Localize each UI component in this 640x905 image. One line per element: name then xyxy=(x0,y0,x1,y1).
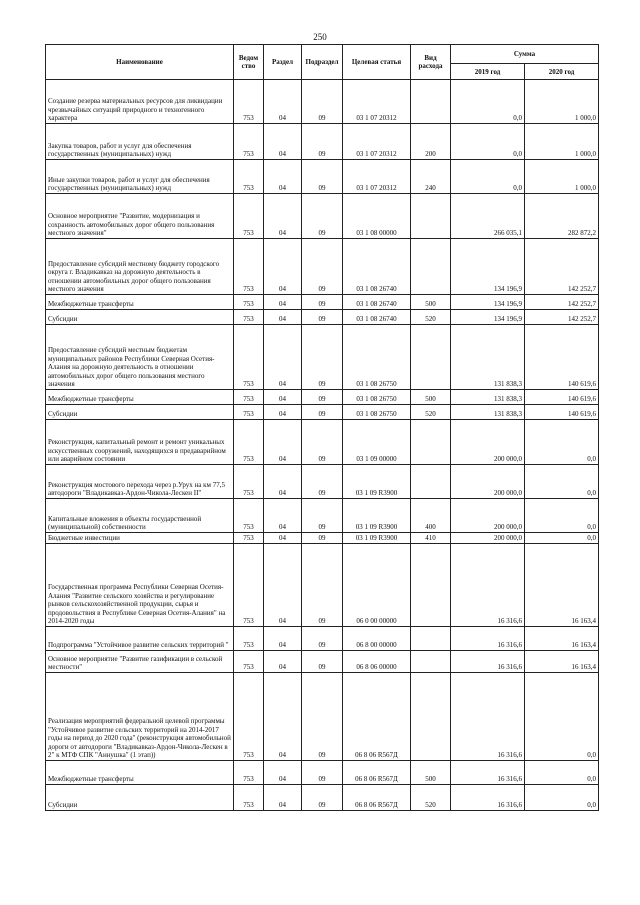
cell-razdel: 04 xyxy=(264,405,302,420)
cell-razdel: 04 xyxy=(264,310,302,325)
cell-target: 06 8 06 R567Д xyxy=(343,761,411,785)
table-row xyxy=(46,325,599,390)
cell-name: Реконструкция, капитальный ремонт и ремонт уникальных искусственных сооружений, находящихся в предаварийном или аварийном состоянии xyxy=(46,420,234,465)
cell-y2019: 0,0 xyxy=(451,80,525,124)
cell-vid: 500 xyxy=(411,295,451,310)
cell-razdel: 04 xyxy=(264,124,302,160)
cell-target: 03 1 08 26750 xyxy=(343,325,411,390)
cell-podrazdel: 09 xyxy=(302,785,343,811)
header-target: Целевая статья xyxy=(343,45,411,80)
header-razdel: Раздел xyxy=(264,45,302,80)
cell-podrazdel: 09 xyxy=(302,239,343,295)
cell-name: Субсидии xyxy=(46,785,234,811)
cell-razdel: 04 xyxy=(264,465,302,499)
cell-y2019: 134 196,9 xyxy=(451,239,525,295)
cell-vid: 500 xyxy=(411,761,451,785)
cell-vid: 400 xyxy=(411,499,451,533)
cell-y2020: 0,0 xyxy=(525,465,599,499)
cell-podrazdel: 09 xyxy=(302,194,343,239)
cell-ved: 753 xyxy=(234,80,264,124)
cell-ved: 753 xyxy=(234,673,264,761)
cell-target: 03 1 09 R3900 xyxy=(343,499,411,533)
cell-target: 03 1 08 26750 xyxy=(343,390,411,405)
cell-ved: 753 xyxy=(234,761,264,785)
cell-podrazdel: 09 xyxy=(302,761,343,785)
cell-razdel: 04 xyxy=(264,544,302,627)
cell-name: Межбюджетные трансферты xyxy=(46,295,234,310)
cell-target: 03 1 09 00000 xyxy=(343,420,411,465)
table-row xyxy=(46,295,599,310)
page-number: 250 xyxy=(313,32,327,42)
table-row xyxy=(46,785,599,811)
cell-vid xyxy=(411,80,451,124)
cell-y2020: 0,0 xyxy=(525,533,599,544)
header-ved: Ведом ство xyxy=(234,45,264,80)
cell-y2020: 140 619,6 xyxy=(525,405,599,420)
table-row xyxy=(46,544,599,627)
cell-ved: 753 xyxy=(234,420,264,465)
cell-y2020: 0,0 xyxy=(525,785,599,811)
cell-podrazdel: 09 xyxy=(302,465,343,499)
cell-y2020: 1 000,0 xyxy=(525,124,599,160)
cell-podrazdel: 09 xyxy=(302,420,343,465)
cell-name: Бюджетные инвестиции xyxy=(46,533,234,544)
cell-name: Реализация мероприятий федеральной целевой программы "Устойчивое развитие сельских территорий на 2014-2017 годы на период до 2020 года" (реконструкция автомобильной дороги от автодороги "Владикавказ-Ардон-Чикола-Лескен в 2" к МТФ СПК "Аннушка" (1 этап)) xyxy=(46,673,234,761)
cell-razdel: 04 xyxy=(264,673,302,761)
cell-target: 03 1 07 20312 xyxy=(343,160,411,194)
cell-target: 06 8 06 R567Д xyxy=(343,673,411,761)
cell-vid: 500 xyxy=(411,390,451,405)
header-vid: Вид расхода xyxy=(411,45,451,80)
table-row xyxy=(46,465,599,499)
cell-razdel: 04 xyxy=(264,390,302,405)
table-row xyxy=(46,160,599,194)
cell-ved: 753 xyxy=(234,295,264,310)
cell-razdel: 04 xyxy=(264,761,302,785)
table-row xyxy=(46,499,599,533)
cell-target: 03 1 08 26740 xyxy=(343,295,411,310)
cell-target: 06 8 06 00000 xyxy=(343,651,411,673)
budget-table-container xyxy=(45,44,598,811)
cell-name: Создание резерва материальных ресурсов для ликвидации чрезвычайных ситуаций природного и техногенного характера xyxy=(46,80,234,124)
cell-vid xyxy=(411,194,451,239)
cell-y2019: 16 316,6 xyxy=(451,673,525,761)
cell-razdel: 04 xyxy=(264,194,302,239)
cell-y2019: 134 196,9 xyxy=(451,295,525,310)
cell-vid: 200 xyxy=(411,124,451,160)
cell-y2019: 134 196,9 xyxy=(451,310,525,325)
cell-podrazdel: 09 xyxy=(302,499,343,533)
cell-ved: 753 xyxy=(234,325,264,390)
cell-ved: 753 xyxy=(234,651,264,673)
cell-name: Капитальные вложения в объекты государственной (муниципальной) собственности xyxy=(46,499,234,533)
cell-podrazdel: 09 xyxy=(302,627,343,651)
cell-podrazdel: 09 xyxy=(302,405,343,420)
cell-y2020: 142 252,7 xyxy=(525,239,599,295)
cell-ved: 753 xyxy=(234,194,264,239)
cell-razdel: 04 xyxy=(264,627,302,651)
cell-ved: 753 xyxy=(234,465,264,499)
cell-ved: 753 xyxy=(234,390,264,405)
table-row xyxy=(46,124,599,160)
cell-podrazdel: 09 xyxy=(302,544,343,627)
cell-vid xyxy=(411,420,451,465)
table-row xyxy=(46,390,599,405)
cell-target: 06 0 00 00000 xyxy=(343,544,411,627)
cell-ved: 753 xyxy=(234,499,264,533)
cell-vid xyxy=(411,465,451,499)
cell-vid: 520 xyxy=(411,310,451,325)
cell-razdel: 04 xyxy=(264,325,302,390)
cell-y2019: 16 316,6 xyxy=(451,651,525,673)
budget-body xyxy=(46,80,599,811)
cell-razdel: 04 xyxy=(264,239,302,295)
cell-razdel: 04 xyxy=(264,499,302,533)
cell-name: Межбюджетные трансферты xyxy=(46,761,234,785)
cell-razdel: 04 xyxy=(264,295,302,310)
cell-vid xyxy=(411,544,451,627)
cell-razdel: 04 xyxy=(264,80,302,124)
cell-y2020: 140 619,6 xyxy=(525,390,599,405)
cell-y2020: 0,0 xyxy=(525,673,599,761)
cell-y2020: 0,0 xyxy=(525,761,599,785)
cell-target: 03 1 08 26750 xyxy=(343,405,411,420)
cell-target: 06 8 00 00000 xyxy=(343,627,411,651)
table-row xyxy=(46,533,599,544)
cell-y2019: 16 316,6 xyxy=(451,544,525,627)
cell-target: 03 1 07 20312 xyxy=(343,80,411,124)
cell-y2019: 0,0 xyxy=(451,124,525,160)
cell-podrazdel: 09 xyxy=(302,325,343,390)
cell-ved: 753 xyxy=(234,239,264,295)
cell-name: Субсидии xyxy=(46,310,234,325)
cell-podrazdel: 09 xyxy=(302,673,343,761)
cell-y2020: 16 163,4 xyxy=(525,627,599,651)
budget-table xyxy=(45,44,599,811)
cell-podrazdel: 09 xyxy=(302,651,343,673)
cell-y2019: 0,0 xyxy=(451,160,525,194)
cell-y2019: 131 838,3 xyxy=(451,390,525,405)
cell-y2020: 16 163,4 xyxy=(525,544,599,627)
table-row xyxy=(46,194,599,239)
cell-target: 03 1 09 R3900 xyxy=(343,533,411,544)
cell-target: 03 1 08 26740 xyxy=(343,310,411,325)
cell-y2020: 16 163,4 xyxy=(525,651,599,673)
cell-vid xyxy=(411,325,451,390)
cell-ved: 753 xyxy=(234,544,264,627)
cell-name: Государственная программа Республики Северная Осетия-Алания "Развитие сельского хозяйства и регулирование рынков сельскохозяйственной продукции, сырья и продовольствия в Республике Северная Осетия-Алания" на 2014-2020 годы xyxy=(46,544,234,627)
cell-y2020: 1 000,0 xyxy=(525,160,599,194)
cell-y2020: 0,0 xyxy=(525,420,599,465)
cell-name: Реконструкция мостового перехода через р.Урух на км 77,5 автодороги "Владикавказ-Ардон-Чикола-Лескен II" xyxy=(46,465,234,499)
cell-razdel: 04 xyxy=(264,651,302,673)
cell-podrazdel: 09 xyxy=(302,295,343,310)
cell-target: 03 1 07 20312 xyxy=(343,124,411,160)
cell-podrazdel: 09 xyxy=(302,160,343,194)
cell-razdel: 04 xyxy=(264,785,302,811)
header-sum: Сумма xyxy=(451,45,599,64)
cell-ved: 753 xyxy=(234,785,264,811)
cell-vid xyxy=(411,627,451,651)
cell-vid: 410 xyxy=(411,533,451,544)
table-row xyxy=(46,405,599,420)
cell-target: 03 1 08 26740 xyxy=(343,239,411,295)
table-row xyxy=(46,627,599,651)
table-row xyxy=(46,420,599,465)
cell-vid xyxy=(411,673,451,761)
table-row xyxy=(46,239,599,295)
cell-vid: 520 xyxy=(411,785,451,811)
table-row xyxy=(46,761,599,785)
header-name: Наименование xyxy=(46,45,234,80)
table-row xyxy=(46,310,599,325)
cell-vid xyxy=(411,651,451,673)
cell-vid: 240 xyxy=(411,160,451,194)
cell-name: Предоставление субсидий местным бюджетам муниципальных районов Республики Северная Осетия-Алания на дорожную деятельность в отношении автомобильных дорог общего пользования местного значения xyxy=(46,325,234,390)
cell-name: Закупка товаров, работ и услуг для обеспечения государственных (муниципальных) нужд xyxy=(46,124,234,160)
cell-y2019: 131 838,3 xyxy=(451,405,525,420)
cell-y2019: 16 316,6 xyxy=(451,627,525,651)
cell-razdel: 04 xyxy=(264,160,302,194)
cell-y2020: 142 252,7 xyxy=(525,310,599,325)
cell-podrazdel: 09 xyxy=(302,310,343,325)
cell-y2020: 282 872,2 xyxy=(525,194,599,239)
cell-y2020: 142 252,7 xyxy=(525,295,599,310)
table-row xyxy=(46,651,599,673)
cell-name: Межбюджетные трансферты xyxy=(46,390,234,405)
cell-name: Основное мероприятие "Развитие, модернизация и сохранность автомобильных дорог общего пользования местного значения" xyxy=(46,194,234,239)
table-row xyxy=(46,80,599,124)
cell-name: Предоставление субсидий местному бюджету городского округа г. Владикавказ на дорожную деятельность в отношении автомобильных дорог общего пользования местного значения xyxy=(46,239,234,295)
table-row xyxy=(46,673,599,761)
cell-y2020: 0,0 xyxy=(525,499,599,533)
cell-podrazdel: 09 xyxy=(302,533,343,544)
cell-vid xyxy=(411,239,451,295)
cell-y2019: 200 000,0 xyxy=(451,533,525,544)
cell-razdel: 04 xyxy=(264,533,302,544)
cell-y2019: 131 838,3 xyxy=(451,325,525,390)
cell-name: Иные закупки товаров, работ и услуг для обеспечения государственных (муниципальных) нужд xyxy=(46,160,234,194)
cell-name: Субсидии xyxy=(46,405,234,420)
cell-name: Основное мероприятие "Развитие газификации в сельской местности" xyxy=(46,651,234,673)
cell-y2019: 266 035,1 xyxy=(451,194,525,239)
cell-ved: 753 xyxy=(234,533,264,544)
cell-y2019: 200 000,0 xyxy=(451,499,525,533)
header-year-2019: 2019 год xyxy=(451,64,525,80)
cell-ved: 753 xyxy=(234,405,264,420)
cell-y2019: 16 316,6 xyxy=(451,761,525,785)
header-podrazdel: Подраздел xyxy=(302,45,343,80)
cell-y2020: 140 619,6 xyxy=(525,325,599,390)
cell-y2020: 1 000,0 xyxy=(525,80,599,124)
cell-target: 03 1 09 R3900 xyxy=(343,465,411,499)
cell-ved: 753 xyxy=(234,124,264,160)
cell-y2019: 16 316,6 xyxy=(451,785,525,811)
cell-target: 03 1 08 00000 xyxy=(343,194,411,239)
cell-ved: 753 xyxy=(234,627,264,651)
cell-podrazdel: 09 xyxy=(302,390,343,405)
cell-y2019: 200 000,0 xyxy=(451,420,525,465)
cell-podrazdel: 09 xyxy=(302,80,343,124)
cell-name: Подпрограмма "Устойчивое развитие сельских территорий " xyxy=(46,627,234,651)
cell-ved: 753 xyxy=(234,160,264,194)
header-year-2020: 2020 год xyxy=(525,64,599,80)
cell-target: 06 8 06 R567Д xyxy=(343,785,411,811)
cell-podrazdel: 09 xyxy=(302,124,343,160)
cell-vid: 520 xyxy=(411,405,451,420)
cell-razdel: 04 xyxy=(264,420,302,465)
cell-ved: 753 xyxy=(234,310,264,325)
cell-y2019: 200 000,0 xyxy=(451,465,525,499)
